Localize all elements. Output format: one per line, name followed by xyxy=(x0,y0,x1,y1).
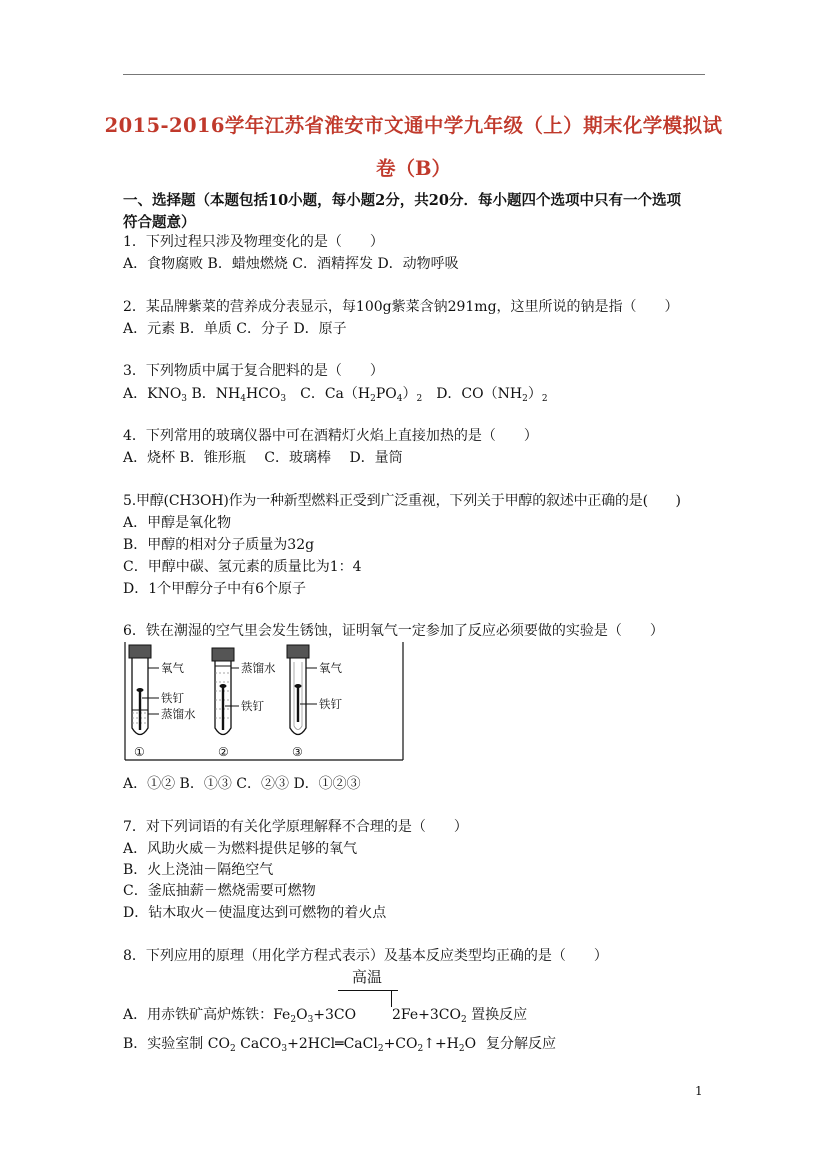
section-heading-line1: 一、选择题（本题包括10小题，每小题2分，共20分．每小题四个选项中只有一个选项 xyxy=(123,192,681,209)
q5-option-d: D．1个甲醇分子中有6个原子 xyxy=(123,581,307,597)
q3-d: D．CO（NH xyxy=(422,386,523,402)
q5-stem: 5.甲醇(CH3OH)作为一种新型燃料正受到广泛重视，下列关于甲醇的叙述中正确的是( ) xyxy=(123,493,681,509)
q3-a: A．KNO xyxy=(123,386,182,402)
q8-b-sub1: 2 xyxy=(229,1044,236,1054)
q2-options: A．元素 B．单质 C．分子 D．原子 xyxy=(123,321,347,337)
q7-option-c: C．釜底抽薪－燃烧需要可燃物 xyxy=(123,883,316,899)
q5-option-b: B．甲醇的相对分子质量为32g xyxy=(123,537,315,553)
q8-b-sub2: 3 xyxy=(281,1044,288,1054)
q4-options: A．烧杯 B．锥形瓶 C．玻璃棒 D．量筒 xyxy=(123,450,403,466)
q6-options: A．①② B．①③ C．②③ D．①②③ xyxy=(123,776,361,792)
q5-option-a: A．甲醇是氧化物 xyxy=(123,515,232,531)
q3-stem: 3．下列物质中属于复合肥料的是（ ） xyxy=(123,363,384,379)
stopper-2-icon xyxy=(212,648,234,661)
q8-option-a xyxy=(123,1006,356,1029)
q8-b-reaction-type: 复分解反应 xyxy=(486,1036,556,1052)
q3-c-mid2: ） xyxy=(402,386,417,402)
q3-b-mid: HCO xyxy=(245,386,281,402)
q8-stem: 8．下列应用的原理（用化学方程式表示）及基本反应类型均正确的是（ ） xyxy=(123,948,608,964)
tube-1-number: ① xyxy=(134,745,145,759)
q3-c-mid1: PO xyxy=(375,386,397,402)
q8-b-eq5: O xyxy=(464,1036,477,1052)
q7-option-d: D．钻木取火－使温度达到可燃物的着火点 xyxy=(123,905,387,921)
test-tube-figure xyxy=(123,642,405,764)
doc-title-line1: 2015-2016学年江苏省淮安市文通中学九年级（上）期末化学模拟试 xyxy=(104,114,723,137)
q3-b-sub2: 3 xyxy=(280,394,287,404)
stopper-1-icon xyxy=(129,645,151,658)
q8-b-text: B．实验室制 CO xyxy=(123,1036,230,1052)
t1-oxygen-label: 氧气 xyxy=(161,661,184,675)
doc-title-line2: 卷（B） xyxy=(376,157,451,180)
q8-a-f1: O xyxy=(296,1007,308,1023)
header-rule xyxy=(123,74,705,75)
q3-options xyxy=(123,385,548,408)
q3-a-sub: 3 xyxy=(181,394,188,404)
q8-b-eq1: CaCO xyxy=(235,1036,282,1052)
q6-stem: 6．铁在潮湿的空气里会发生锈蚀，证明氧气一定参加了反应必须要做的实验是（ ） xyxy=(123,623,664,639)
q3-d-mid: ） xyxy=(527,386,542,402)
q1-stem: 1．下列过程只涉及物理变化的是（ ） xyxy=(123,234,384,250)
q8-a-text: A．用赤铁矿高炉炼铁：Fe xyxy=(123,1007,291,1023)
q8-a-reaction-type: 置换反应 xyxy=(466,1007,528,1023)
q4-stem: 4．下列常用的玻璃仪器中可在酒精灯火焰上直接加热的是（ ） xyxy=(123,428,538,444)
t3-oxygen-label: 氧气 xyxy=(319,661,342,675)
q8-b-eq3: +CO xyxy=(383,1036,418,1052)
q8-b-eq4: ↑+H xyxy=(423,1036,459,1052)
q8-b-sub5: 2 xyxy=(458,1044,465,1054)
q8-a-sub2: 3 xyxy=(307,1015,314,1025)
q2-stem: 2．某品牌紫菜的营养成分表显示，每100g紫菜含钠291mg，这里所说的钠是指（ ） xyxy=(123,299,679,315)
t3-nail-label: 铁钉 xyxy=(319,697,342,711)
q7-option-a: A．风助火威－为燃料提供足够的氧气 xyxy=(123,841,358,857)
t2-water-label: 蒸馏水 xyxy=(241,661,276,675)
q8-a-sub1: 2 xyxy=(290,1015,297,1025)
test-tube-2 xyxy=(212,648,276,759)
page-number: 1 xyxy=(695,1084,703,1098)
q7-stem: 7．对下列词语的有关化学原理解释不合理的是（ ） xyxy=(123,819,468,835)
t1-nail-label: 铁钉 xyxy=(161,691,184,705)
reaction-condition: 高温 xyxy=(351,968,382,986)
q3-b: B．NH xyxy=(187,386,241,402)
q8-a-product: 2Fe+3CO xyxy=(392,1007,461,1023)
t2-nail-label: 铁钉 xyxy=(241,699,264,713)
section-heading-line2: 符合题意） xyxy=(123,214,196,231)
q8-option-a-product xyxy=(392,1006,527,1029)
q8-option-b xyxy=(123,1035,476,1058)
q8-b-sub4: 2 xyxy=(417,1044,424,1054)
q8-a-f2: +3CO xyxy=(313,1007,357,1023)
tube-3-number: ③ xyxy=(292,745,303,759)
q5-option-c: C．甲醇中碳、氢元素的质量比为1：4 xyxy=(123,559,362,575)
t1-water-label: 蒸馏水 xyxy=(161,707,196,721)
test-tube-1 xyxy=(129,645,196,759)
q1-options: A．食物腐败 B．蜡烛燃烧 C．酒精挥发 D．动物呼吸 xyxy=(123,256,459,272)
stopper-3-icon xyxy=(287,645,309,658)
reaction-condition-tick xyxy=(391,990,392,1007)
q8-b-eq2: +2HCl═CaCl xyxy=(287,1036,378,1052)
q3-b-sub1: 4 xyxy=(240,394,246,404)
q7-option-b: B．火上浇油－隔绝空气 xyxy=(123,862,274,878)
tube-2-number: ② xyxy=(218,745,229,759)
test-tube-3 xyxy=(287,645,342,759)
q3-c-sub1: 2 xyxy=(370,394,376,404)
q8-a-product-sub: 2 xyxy=(460,1015,467,1025)
q3-d-sub2: 2 xyxy=(541,394,548,404)
q3-c-sub3: 2 xyxy=(416,394,423,404)
q3-c: C．Ca（H xyxy=(286,386,371,402)
q3-d-sub1: 2 xyxy=(522,394,528,404)
reaction-condition-line xyxy=(338,990,398,991)
q8-b-sub3: 2 xyxy=(377,1044,384,1054)
q3-c-sub2: 4 xyxy=(396,394,403,404)
